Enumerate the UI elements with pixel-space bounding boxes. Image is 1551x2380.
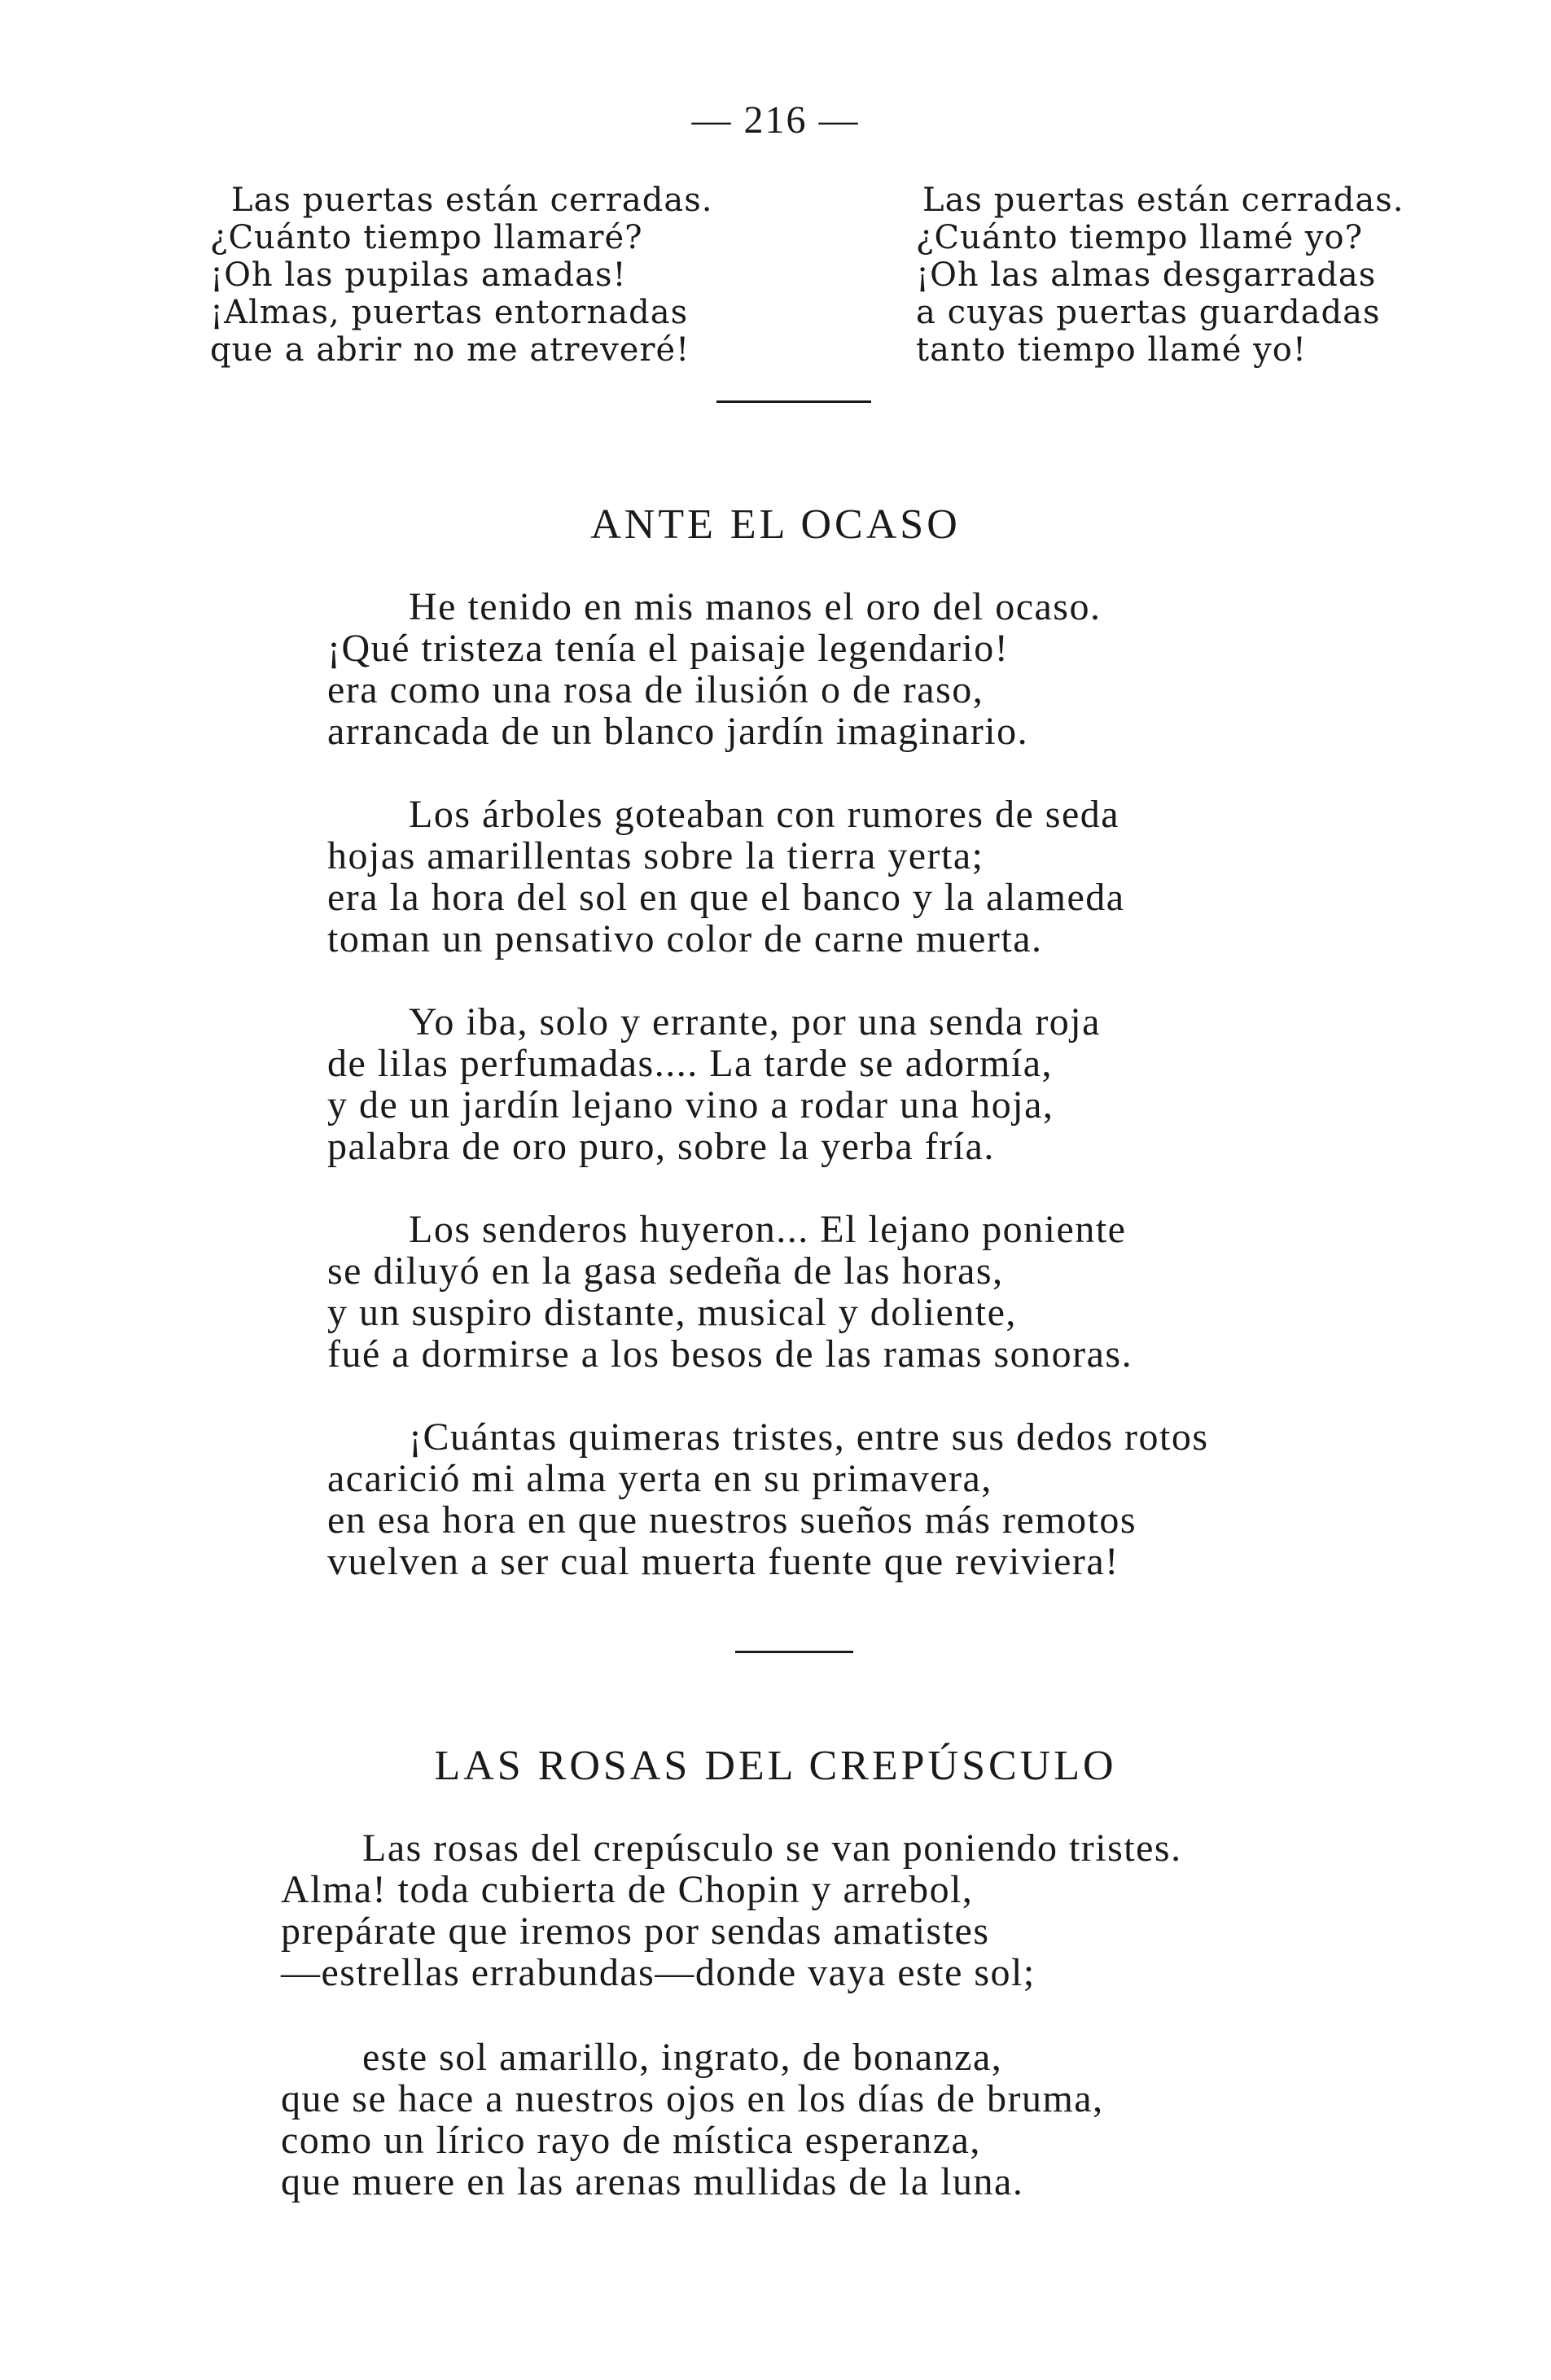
stanza <box>281 1827 1182 1993</box>
verse-line: de lilas perfumadas.... La tarde se adormía, <box>327 1042 1053 1085</box>
verse-line: era como una rosa de ilusión o de raso, <box>327 668 984 711</box>
verse-line: ¡Qué tristeza tenía el paisaje legendario! <box>327 627 1010 670</box>
verse-line: palabra de oro puro, sobre la yerba fría. <box>327 1125 995 1168</box>
section-divider <box>716 400 871 403</box>
verse-line: toman un pensativo color de carne muerta. <box>327 917 1043 960</box>
verse-line: y un suspiro distante, musical y doliente, <box>327 1291 1017 1334</box>
verse-line: Yo iba, solo y errante, por una senda roja <box>409 1000 1101 1043</box>
verse-line: arrancada de un blanco jardín imaginario. <box>327 710 1029 753</box>
verse-line: ¡Oh las pupilas amadas! <box>210 256 627 294</box>
verse-line: prepárate que iremos por sendas amatistes <box>281 1910 990 1953</box>
verse-line: era la hora del sol en que el banco y la alameda <box>327 876 1125 919</box>
verse-line: tanto tiempo llamé yo! <box>916 331 1307 369</box>
verse-line: como un lírico rayo de mística esperanza, <box>281 2119 981 2162</box>
verse-line: ¡Almas, puertas entornadas <box>210 294 689 331</box>
verse-line: que muere en las arenas mullidas de la luna. <box>281 2160 1024 2203</box>
verse-line: Los árboles goteaban con rumores de seda <box>409 793 1120 836</box>
verse-line: Los senderos huyeron... El lejano poniente <box>409 1208 1127 1251</box>
verse-line: —estrellas errabundas—donde vaya este sol; <box>281 1951 1036 1994</box>
verse-line: ¡Cuántas quimeras tristes, entre sus dedos rotos <box>409 1415 1209 1459</box>
opening-left-stanza <box>210 182 712 369</box>
verse-line: ¿Cuánto tiempo llamaré? <box>210 219 643 256</box>
stanza <box>281 2037 1104 2203</box>
verse-line: Las puertas están cerradas. <box>922 182 1404 219</box>
section-divider <box>735 1651 853 1653</box>
verse-line: ¿Cuánto tiempo llamé yo? <box>916 219 1364 256</box>
poem-title: ANTE EL OCASO <box>590 501 961 548</box>
verse-line: que a abrir no me atreveré! <box>210 331 690 369</box>
poem-title: LAS ROSAS DEL CREPÚSCULO <box>434 1743 1117 1789</box>
stanza <box>327 794 1125 960</box>
verse-line: y de un jardín lejano vino a rodar una hoja, <box>327 1083 1054 1127</box>
verse-line: hojas amarillentas sobre la tierra yerta; <box>327 834 984 877</box>
verse-line: vuelven a ser cual muerta fuente que reviviera! <box>327 1540 1119 1583</box>
verse-line: en esa hora en que nuestros sueños más remotos <box>327 1498 1137 1542</box>
stanza <box>327 1416 1209 1582</box>
verse-line: que se hace a nuestros ojos en los días de bruma, <box>281 2077 1104 2120</box>
page-number: — 216 — <box>691 98 860 142</box>
verse-line: Alma! toda cubierta de Chopin y arrebol, <box>281 1868 974 1911</box>
verse-line: acarició mi alma yerta en su primavera, <box>327 1457 992 1500</box>
stanza <box>327 1001 1101 1167</box>
stanza <box>327 586 1101 752</box>
verse-line: a cuyas puertas guardadas <box>916 294 1381 331</box>
opening-right-stanza <box>916 182 1404 369</box>
verse-line: ¡Oh las almas desgarradas <box>916 256 1377 294</box>
stanza <box>327 1209 1133 1375</box>
verse-line: Las rosas del crepúsculo se van poniendo tristes. <box>362 1827 1182 1870</box>
verse-line: este sol amarillo, ingrato, de bonanza, <box>362 2036 1003 2079</box>
verse-line: se diluyó en la gasa sedeña de las horas, <box>327 1249 1004 1293</box>
verse-line: fué a dormirse a los besos de las ramas sonoras. <box>327 1332 1133 1376</box>
verse-line: He tenido en mis manos el oro del ocaso. <box>409 585 1102 628</box>
verse-line: Las puertas están cerradas. <box>231 182 713 219</box>
